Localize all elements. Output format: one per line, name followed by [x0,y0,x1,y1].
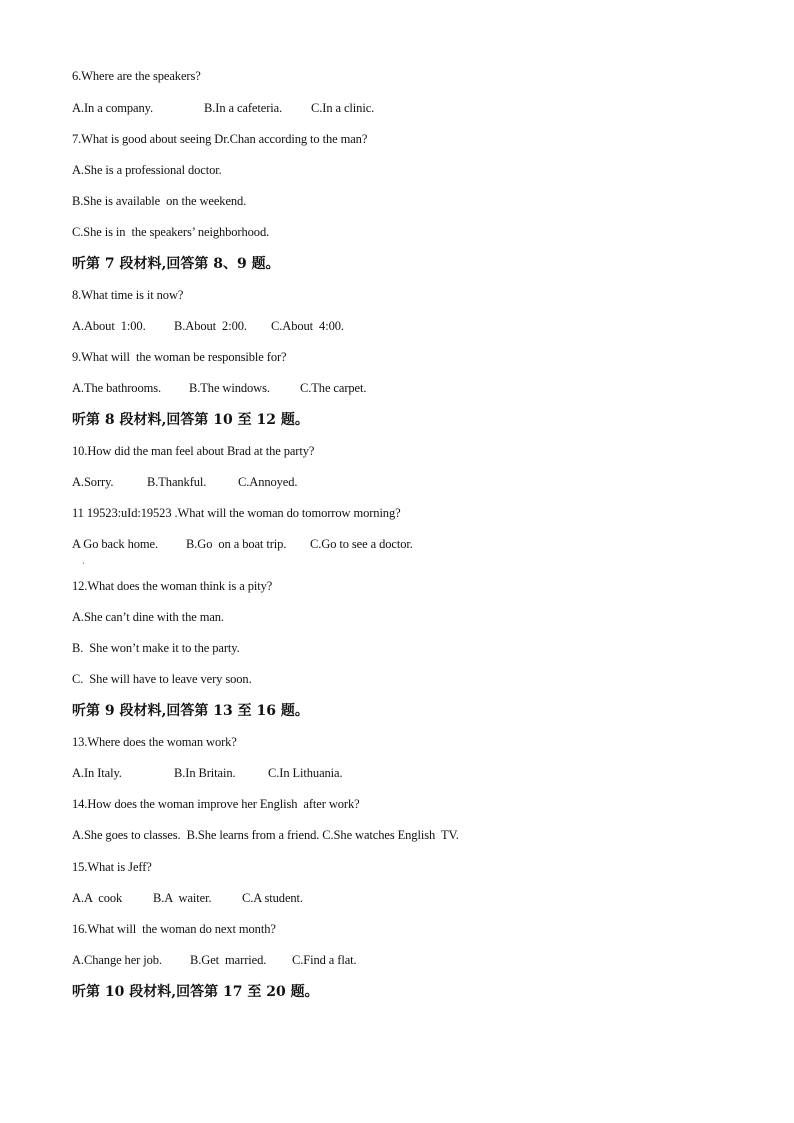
q15-option-a: A.A cook [72,891,123,905]
q16-option-c: C.Find a flat. [292,953,357,967]
question-12: 12.What does the woman think is a pity? [72,579,273,593]
stray-mark: · [82,559,85,568]
question-8: 8.What time is it now? [72,288,184,302]
q11-option-a: A Go back home. [72,537,158,551]
q11-option-b: B.Go on a boat trip. [186,537,287,551]
q10-option-b: B.Thankful. [147,475,207,489]
q7-option-b: B.She is available on the weekend. [72,194,247,208]
section-heading-10: 听第 10 段材料,回答第 17 至 20 题。 [72,984,319,1000]
q6-option-a: A.In a company. [72,101,153,115]
q16-option-b: B.Get married. [190,953,267,967]
q10-option-a: A.Sorry. [72,475,114,489]
question-13: 13.Where does the woman work? [72,735,237,749]
section-heading-9: 听第 9 段材料,回答第 13 至 16 题。 [72,703,309,719]
q12-option-c: C. She will have to leave very soon. [72,672,252,686]
question-10: 10.How did the man feel about Brad at the party? [72,444,315,458]
q13-option-b: B.In Britain. [174,766,236,780]
q14-options: A.She goes to classes. B.She learns from a friend. C.She watches English TV. [72,828,459,842]
q12-option-b: B. She won’t make it to the party. [72,641,240,655]
question-7: 7.What is good about seeing Dr.Chan according to the man? [72,132,368,146]
q15-option-b: B.A waiter. [153,891,212,905]
q13-option-c: C.In Lithuania. [268,766,343,780]
question-9: 9.What will the woman be responsible for? [72,350,287,364]
q15-option-c: C.A student. [242,891,303,905]
q8-option-b: B.About 2:00. [174,319,247,333]
question-15: 15.What is Jeff? [72,860,152,874]
q10-option-c: C.Annoyed. [238,475,298,489]
q16-option-a: A.Change her job. [72,953,162,967]
q8-option-a: A.About 1:00. [72,319,146,333]
q12-option-a: A.She can’t dine with the man. [72,610,224,624]
q7-option-c: C.She is in the speakers’ neighborhood. [72,225,270,239]
q8-option-c: C.About 4:00. [271,319,344,333]
q9-option-a: A.The bathrooms. [72,381,162,395]
q7-option-a: A.She is a professional doctor. [72,163,222,177]
q6-option-c: C.In a clinic. [311,101,375,115]
question-16: 16.What will the woman do next month? [72,922,276,936]
q11-option-c: C.Go to see a doctor. [310,537,413,551]
question-6: 6.Where are the speakers? [72,69,201,83]
q9-option-b: B.The windows. [189,381,270,395]
section-heading-8: 听第 8 段材料,回答第 10 至 12 题。 [72,412,309,428]
q13-option-a: A.In Italy. [72,766,122,780]
question-11: 11 19523:uId:19523 .What will the woman do tomorrow morning? [72,506,401,520]
q6-option-b: B.In a cafeteria. [204,101,283,115]
section-heading-7: 听第 7 段材料,回答第 8、9 题。 [72,256,280,272]
question-14: 14.How does the woman improve her English after work? [72,797,360,811]
q9-option-c: C.The carpet. [300,381,367,395]
